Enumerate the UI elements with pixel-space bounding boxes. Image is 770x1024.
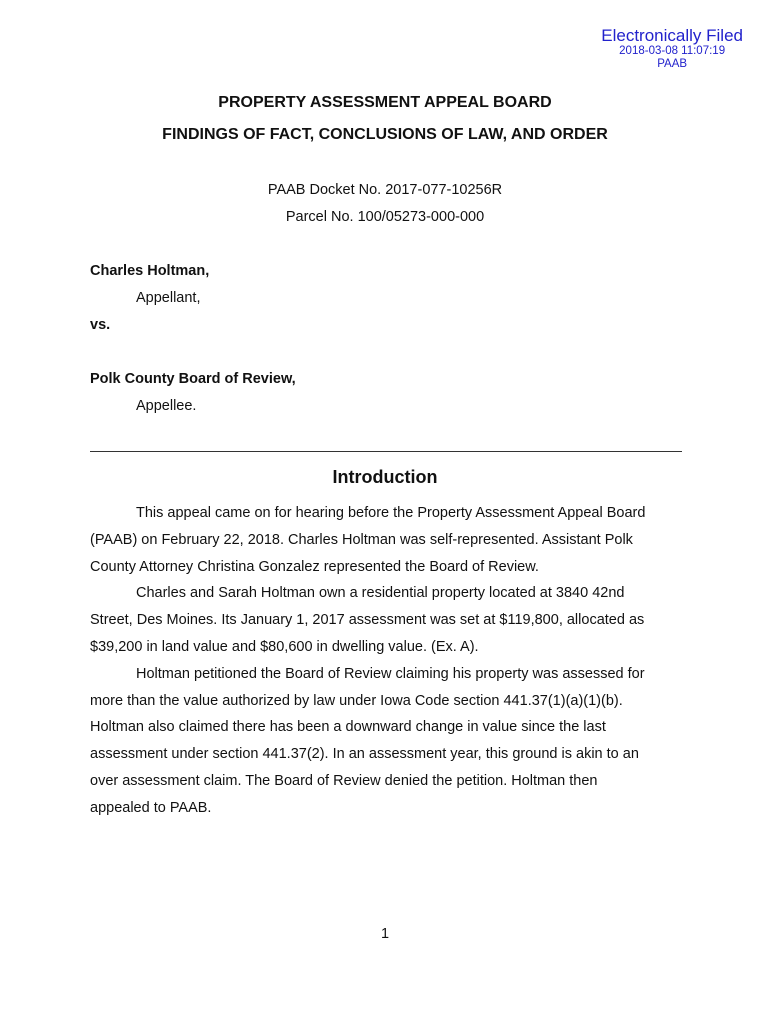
stamp-title: Electronically Filed: [601, 26, 743, 45]
section-heading: Introduction: [332, 467, 438, 487]
board-title: PROPERTY ASSESSMENT APPEAL BOARD: [218, 94, 552, 111]
parcel-number: Parcel No. 100/05273-000-000: [285, 209, 485, 225]
page-number: 1: [380, 926, 390, 942]
paragraph-1: This appeal came on for hearing before the Property Assessment Appeal Board (PAAB) on February 22, 2018. Charles Holtman was self-represented. Assistant Polk County Attorney Christina Gonzalez represented the Board of Review.: [90, 505, 646, 575]
stamp-datetime: 2018-03-08 11:07:19: [619, 45, 726, 57]
electronic-filing-stamp: [601, 26, 743, 71]
body-text: [90, 500, 690, 822]
stamp-agency: PAAB: [657, 58, 688, 70]
docket-number: PAAB Docket No. 2017-077-10256R: [267, 182, 503, 198]
paragraph-2: Charles and Sarah Holtman own a residential property located at 3840 42nd Street, Des Moines. Its January 1, 2017 assessment was set at $119,800, allocated as $39,200 in land value and $80,600 in dwelling value. (Ex. A).: [90, 585, 645, 655]
paragraph-3: Holtman petitioned the Board of Review claiming his property was assessed for more than the value authorized by law under Iowa Code section 441.37(1)(a)(1)(b). Holtman also claimed there has been a downward change in value since the last assessment under section 441.37(2). In an assessment year, this ground is akin to an over assessment claim. The Board of Review denied the petition. Holtman then appealed to PAAB.: [90, 665, 645, 816]
section-divider: [90, 451, 682, 452]
appellant-name: Charles Holtman,: [90, 263, 210, 279]
versus-label: vs.: [90, 317, 111, 333]
appellant-role: Appellant,: [136, 290, 201, 306]
document-subtitle: FINDINGS OF FACT, CONCLUSIONS OF LAW, AND ORDER: [162, 126, 608, 143]
appellee-name: Polk County Board of Review,: [90, 371, 296, 387]
appellee-role: Appellee.: [136, 398, 197, 414]
